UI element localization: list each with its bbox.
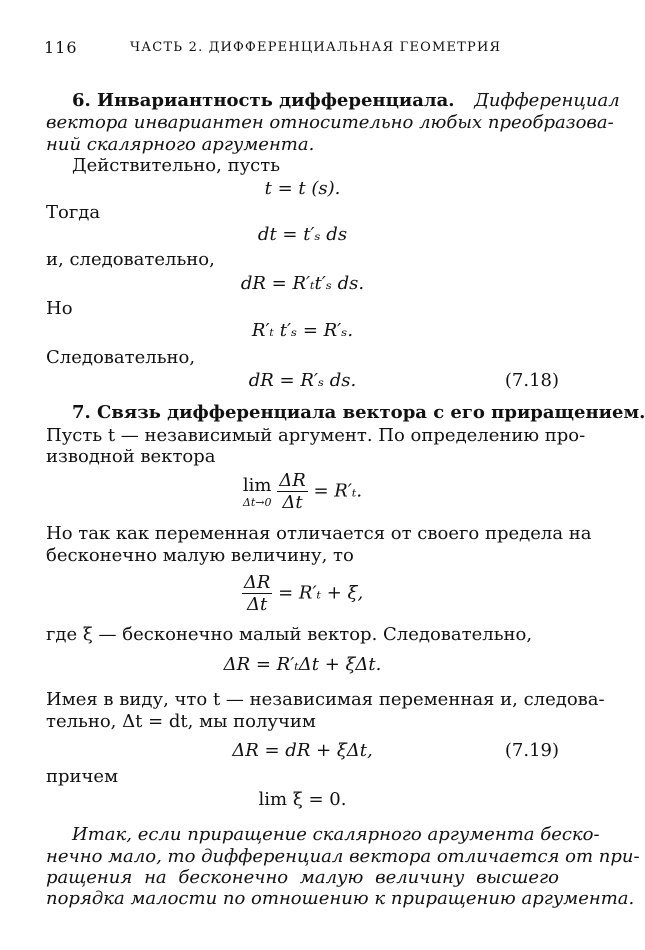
- conclusion-line-2: нечно мало, то дифференциал вектора отличается от при-: [46, 846, 640, 867]
- running-title: ЧАСТЬ 2. ДИФФЕРЕНЦИАЛЬНАЯ ГЕОМЕТРИЯ: [130, 40, 502, 55]
- page-number: 116: [44, 38, 78, 57]
- fraction-equation: $\frac{\Delta R}{\Delta t}$ = R′ₜ + ξ,: [243, 572, 364, 615]
- equation: R′ₜ t′ₛ = R′ₛ.: [251, 320, 354, 341]
- equation-number: (7.18): [504, 370, 559, 391]
- section-6-heading: [72, 90, 620, 111]
- text-line: изводной вектора: [46, 446, 216, 467]
- limit-operator: lim Δt→0: [242, 474, 272, 509]
- equation-7-18: dR = R′ₛ ds.: [248, 370, 357, 391]
- text-line: Пусть t — независимый аргумент. По определению про-: [46, 425, 586, 446]
- text-line: Следовательно,: [46, 347, 196, 368]
- conclusion-line-3: ращения на бесконечно малую величину высшего: [46, 867, 559, 888]
- text-line: где ξ — бесконечно малый вектор. Следовательно,: [46, 624, 533, 645]
- text-line: Но так как переменная отличается от своего предела на: [46, 523, 592, 544]
- text-line: Имея в виду, что t — независимая переменная и, следова-: [46, 689, 605, 710]
- theorem-6-line-3: ний скалярного аргумента.: [46, 134, 315, 155]
- section-7-title: 7. Связь дифференциала вектора с его приращением.: [72, 402, 645, 423]
- text-line: Тогда: [46, 202, 101, 223]
- text-line: и, следовательно,: [46, 249, 215, 270]
- equation: dR = R′ₜt′ₛ ds.: [240, 273, 365, 294]
- equation: dt = t′ₛ ds: [257, 224, 348, 245]
- text-line: бесконечно малую величину, то: [46, 545, 354, 566]
- text-line: Но: [46, 298, 73, 319]
- equation: ΔR = R′ₜΔt + ξΔt.: [223, 654, 382, 675]
- conclusion-line-4: порядка малости по отношению к приращению аргумента.: [46, 888, 635, 909]
- text-line: Действительно, пусть: [72, 155, 281, 176]
- fraction: $\frac{\Delta R}{\Delta t}$: [243, 572, 271, 615]
- equation-number: (7.19): [504, 740, 559, 761]
- theorem-6-line-1: Дифференциал: [474, 90, 620, 111]
- text-line: тельно, Δt = dt, мы получим: [46, 711, 316, 732]
- equation: t = t (s).: [264, 178, 341, 199]
- limit-equation: lim Δt→0 $\frac{\Delta R}{\Delta t}$ = R′ₜ.: [242, 470, 363, 513]
- theorem-6-line-2: вектора инвариантен относительно любых преобразова-: [46, 112, 614, 133]
- fraction: $\frac{\Delta R}{\Delta t}$: [279, 470, 306, 513]
- text-line: причем: [46, 766, 119, 787]
- section-6-title: 6. Инвариантность дифференциала.: [72, 90, 455, 111]
- equation: lim ξ = 0.: [258, 789, 347, 810]
- conclusion-line-1: Итак, если приращение скалярного аргумента беско-: [72, 824, 600, 845]
- equation-7-19: ΔR = dR + ξΔt,: [232, 740, 373, 761]
